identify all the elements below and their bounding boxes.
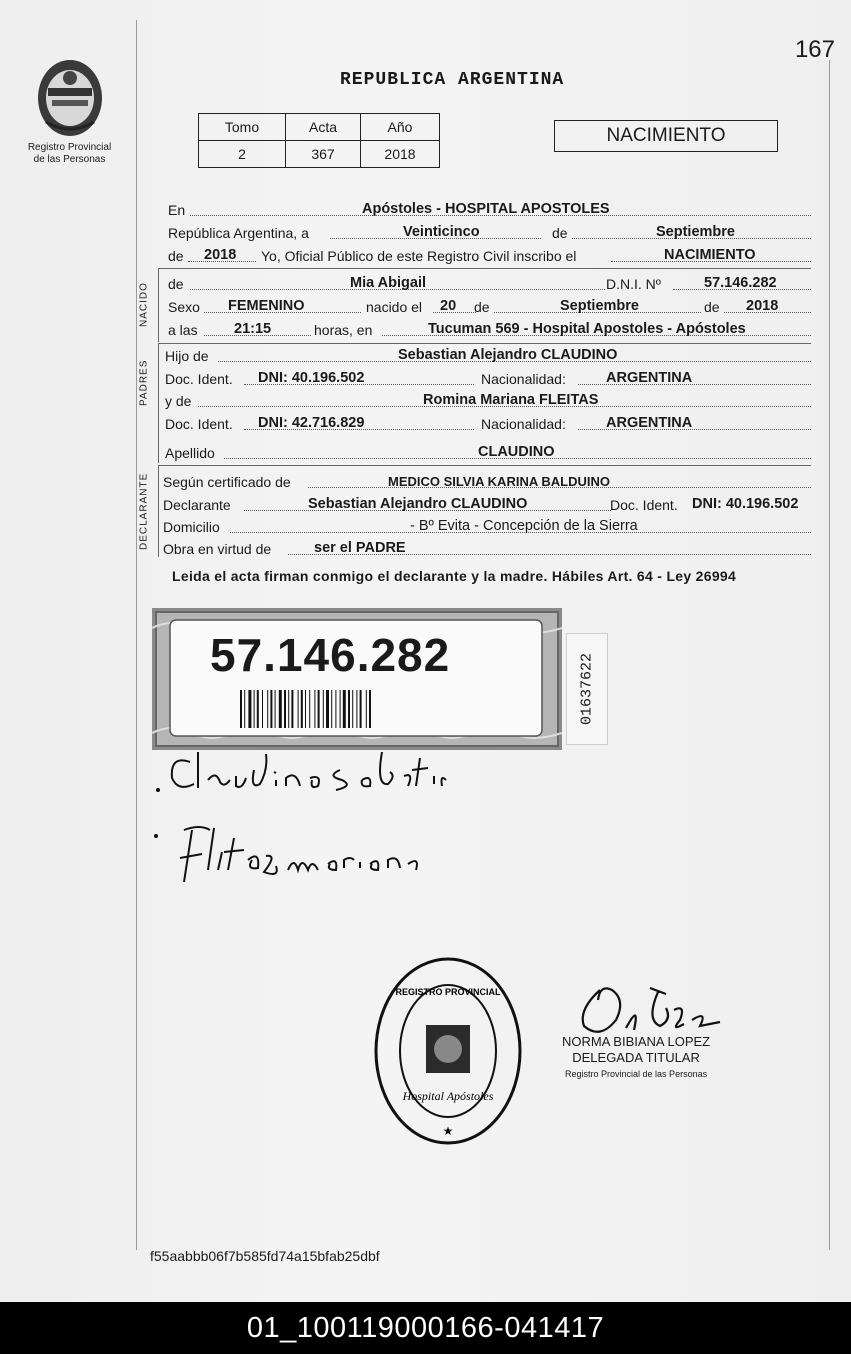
document-type-box: NACIMIENTO [554, 120, 778, 152]
tomo-header: Tomo [199, 114, 286, 141]
place-value: Apóstoles - HOSPITAL APOSTOLES [362, 201, 610, 217]
declarant-doc-value: DNI: 40.196.502 [692, 496, 799, 512]
apellido-label: Apellido [165, 445, 215, 461]
serial-sticker [566, 633, 608, 745]
sexo-label: Sexo [168, 299, 200, 315]
svg-text:Hospital Apóstoles: Hospital Apóstoles [402, 1089, 494, 1103]
acta-header: Acta [286, 114, 361, 141]
row-declarant [163, 493, 811, 515]
de-label-2: de [168, 248, 184, 264]
row-obra [163, 537, 811, 559]
registry-logo [22, 52, 117, 166]
statement-text: Yo, Oficial Público de este Registro Civil inscribo el [261, 248, 577, 264]
father-nac-label: Nacionalidad: [481, 371, 566, 387]
mother-nationality-value: ARGENTINA [606, 415, 693, 431]
dni-number-large: 57.146.282 [210, 629, 451, 681]
child-dni-value: 57.146.282 [704, 275, 777, 291]
row-father [165, 344, 811, 366]
month-value: Septiembre [656, 224, 735, 240]
inscribed-value: NACIMIENTO [664, 247, 756, 263]
apellido-value: CLAUDINO [478, 444, 555, 460]
hijo-label: Hijo de [165, 348, 209, 364]
nacido-label: nacido el [366, 299, 423, 315]
father-doc-value: DNI: 40.196.502 [258, 370, 365, 386]
father-name-value: Sebastian Alejandro CLAUDINO [398, 347, 618, 363]
birth-de-label: de [474, 299, 490, 315]
row-place [168, 198, 811, 220]
row-sex-birth [168, 295, 811, 317]
official-institution: Registro Provincial de las Personas [565, 1069, 708, 1079]
birth-day-value: 20 [440, 298, 457, 314]
row-mother [165, 389, 811, 411]
obra-value: ser el PADRE [314, 540, 406, 556]
padres-section-label: PADRES [138, 359, 150, 407]
row-time-place [168, 318, 811, 340]
row-child-name [168, 272, 811, 294]
row-mother-doc [165, 412, 811, 434]
domicilio-label: Domicilio [163, 519, 220, 535]
declarant-signature [150, 740, 450, 805]
barcode-icon [240, 690, 465, 728]
official-signature [570, 980, 730, 1042]
a-las-label: a las [168, 322, 198, 338]
declarant-name-value: Sebastian Alejandro CLAUDINO [308, 496, 528, 512]
mother-name-value: Romina Mariana FLEITAS [423, 392, 599, 408]
dni-label: D.N.I. Nº [606, 276, 661, 292]
child-name-value: Mia Abigail [350, 275, 426, 291]
right-margin-line [829, 60, 830, 1250]
svg-text:★: ★ [442, 1124, 454, 1138]
row-date [168, 221, 811, 243]
father-doc-label: Doc. Ident. [165, 371, 233, 387]
en-label: En [168, 202, 186, 218]
time-value: 21:15 [234, 321, 272, 337]
father-nationality-value: ARGENTINA [606, 370, 693, 386]
republica-label: República Argentina, a [168, 225, 309, 241]
sexo-value: FEMENINO [228, 298, 305, 314]
footer-code-bar: 01_100119000166-041417 [0, 1302, 851, 1354]
domicilio-value: - Bº Evita - Concepción de la Sierra [410, 518, 638, 534]
logo-caption-line2: de las Personas [33, 154, 106, 165]
svg-text:REGISTRO PROVINCIAL: REGISTRO PROVINCIAL [395, 987, 501, 997]
y-de-label: y de [165, 393, 192, 409]
certificate-value: MEDICO SILVIA KARINA BALDUINO [388, 474, 610, 489]
registry-seal-stamp [372, 955, 524, 1147]
birth-place-value: Tucuman 569 - Hospital Apostoles - Apóstoles [428, 321, 746, 337]
left-margin-line [136, 20, 137, 1250]
closing-statement: Leida el acta firman conmigo el declarante y la madre. Hábiles Art. 64 - Ley 26994 [172, 568, 737, 584]
declarant-doc-label: Doc. Ident. [610, 497, 678, 513]
cert-label: Según certificado de [163, 474, 291, 490]
official-role: DELEGADA TITULAR [572, 1050, 700, 1065]
mother-nac-label: Nacionalidad: [481, 416, 566, 432]
province-emblem-icon [34, 52, 106, 140]
birth-de-label-3: de [704, 299, 720, 315]
acta-value: 367 [286, 141, 361, 168]
serial-number: 01637622 [578, 653, 596, 726]
official-block [562, 1034, 710, 1082]
registry-table [198, 113, 440, 168]
year-value: 2018 [204, 247, 237, 263]
declarante-section-label: DECLARANTE [138, 472, 150, 550]
mother-doc-label: Doc. Ident. [165, 416, 233, 432]
day-value: Veinticinco [403, 224, 480, 240]
page-number: 167 [794, 36, 835, 63]
birth-month-value: Septiembre [560, 298, 639, 314]
logo-caption [22, 142, 117, 166]
birth-year-value: 2018 [746, 298, 779, 314]
mother-doc-value: DNI: 42.716.829 [258, 415, 365, 431]
document-title: REPUBLICA ARGENTINA [340, 70, 565, 90]
obra-label: Obra en virtud de [163, 541, 272, 557]
mother-signature [148, 820, 428, 890]
document-hash: f55aabbb06f7b585fd74a15bfab25dbf [150, 1248, 380, 1264]
horas-label: horas, en [314, 322, 373, 338]
logo-caption-line1: Registro Provincial [27, 142, 112, 153]
row-certificate [163, 470, 811, 492]
row-domicilio [163, 515, 811, 537]
ano-header: Año [361, 114, 440, 141]
row-year [168, 244, 811, 266]
declarante-label: Declarante [163, 497, 231, 513]
row-father-doc [165, 367, 811, 389]
official-name: NORMA BIBIANA LOPEZ [562, 1034, 711, 1049]
child-de-label: de [168, 276, 184, 292]
de-label: de [552, 225, 568, 241]
row-surname [165, 441, 811, 463]
nacido-section-label: NACIDO [138, 282, 150, 328]
ano-value: 2018 [361, 141, 440, 168]
tomo-value: 2 [199, 141, 286, 168]
